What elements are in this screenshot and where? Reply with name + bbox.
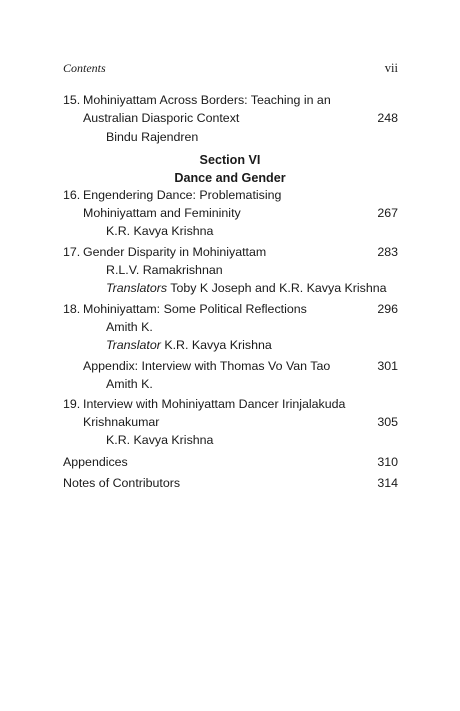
entry-number: 17.	[63, 245, 81, 259]
entry-author: K.R. Kavya Krishna	[106, 224, 214, 238]
entry-author: Amith K.	[106, 377, 153, 391]
entry-page: 283	[377, 245, 398, 259]
entry-title: Gender Disparity in Mohiniyattam	[83, 245, 267, 259]
entry-translators	[106, 281, 387, 296]
entry-translators	[106, 338, 272, 353]
entry-author: Bindu Rajendren	[106, 130, 199, 144]
entry-page: 296	[377, 302, 398, 316]
entry-page: 301	[377, 359, 398, 373]
entry-title: Mohiniyattam Across Borders: Teaching in an	[83, 93, 331, 107]
entry-author: R.L.V. Ramakrishnan	[106, 263, 223, 277]
entry-title: Notes of Contributors	[63, 476, 181, 490]
entry-number: 19.	[63, 397, 81, 411]
translator-names: K.R. Kavya Krishna	[164, 338, 272, 352]
entry-page: 267	[377, 206, 398, 220]
entry-title: Engendering Dance: Problematising	[83, 188, 282, 202]
entry-number: 16.	[63, 188, 81, 202]
section-title: Dance and Gender	[174, 171, 286, 185]
running-head: Contents	[63, 61, 106, 75]
page-number: vii	[384, 61, 398, 75]
entry-title: Mohiniyattam: Some Political Reflections	[83, 302, 307, 316]
entry-title: Appendices	[63, 455, 128, 469]
section-number: Section VI	[199, 153, 261, 167]
entry-title-continued: Krishnakumar	[83, 415, 160, 429]
entry-title-continued: Mohiniyattam and Femininity	[83, 206, 241, 220]
entry-page: 310	[377, 455, 398, 469]
entry-author: K.R. Kavya Krishna	[106, 433, 214, 447]
entry-title: Interview with Mohiniyattam Dancer Irinjalakuda	[83, 397, 346, 411]
entry-title-continued: Australian Diasporic Context	[83, 111, 240, 125]
entry-page: 248	[377, 111, 398, 125]
page-header	[63, 61, 398, 77]
entry-page: 314	[377, 476, 398, 490]
entry-author: Amith K.	[106, 320, 153, 334]
translator-label: Translator	[106, 338, 161, 352]
translator-names: Toby K Joseph and K.R. Kavya Krishna	[170, 281, 387, 295]
entry-page: 305	[377, 415, 398, 429]
entry-number: 18.	[63, 302, 81, 316]
entry-title: Appendix: Interview with Thomas Vo Van Tao	[83, 359, 331, 373]
translator-label: Translators	[106, 281, 168, 295]
entry-number: 15.	[63, 93, 81, 107]
